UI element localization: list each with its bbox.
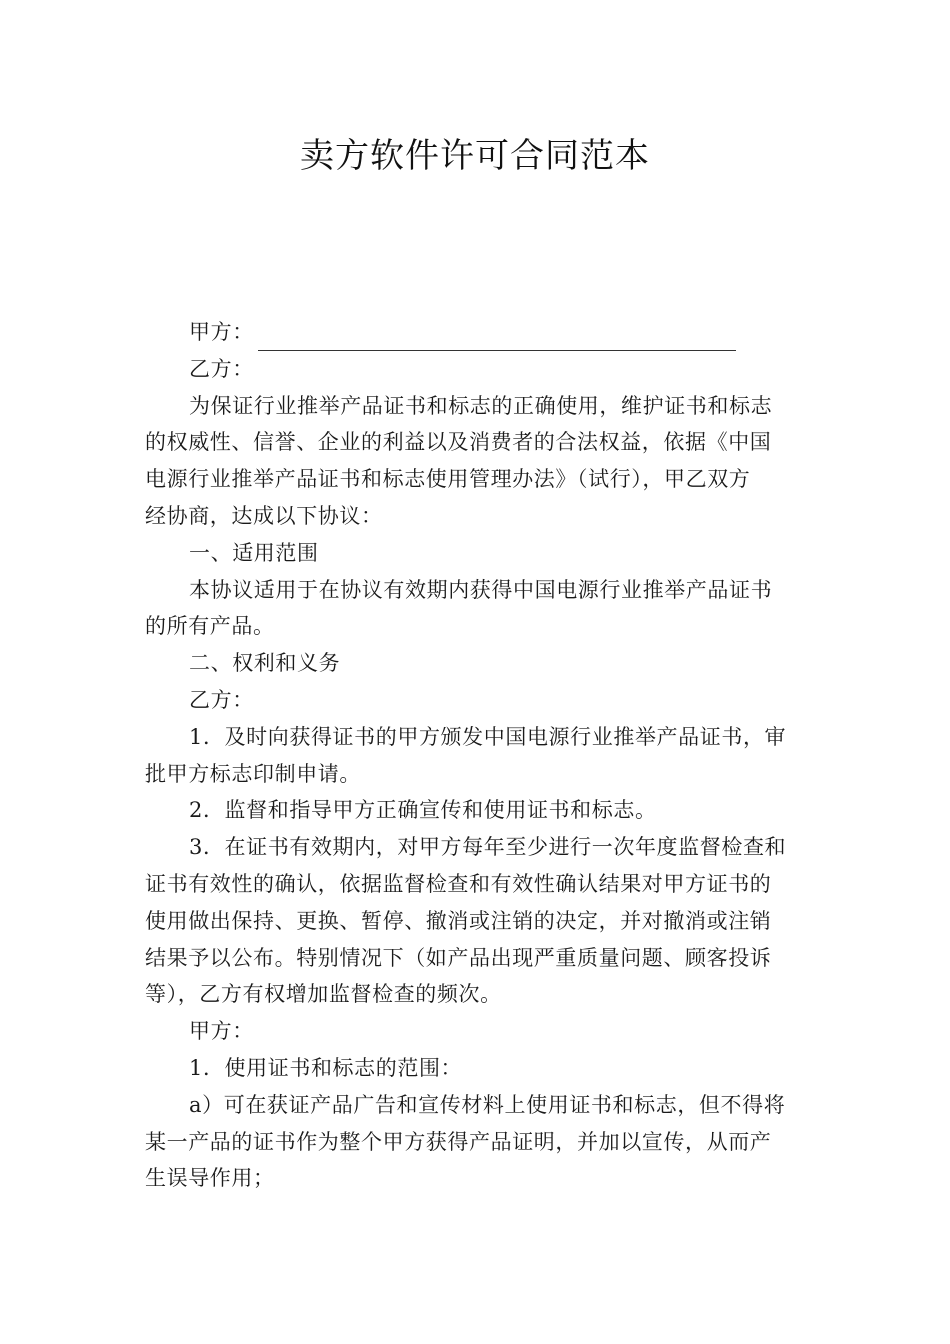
item-b3-line-4: 结果予以公布。特别情况下（如产品出现严重质量问题、顾客投诉 [145, 945, 772, 970]
party-a-label: 甲方： [189, 320, 254, 344]
section1-heading: 一、适用范围 [189, 540, 319, 565]
item-b3-line-3: 使用做出保持、更换、暂停、撤消或注销的决定，并对撤消或注销 [145, 908, 772, 933]
item-b3-line-1: 3．在证书有效期内，对甲方每年至少进行一次年度监督检查和 [189, 835, 787, 860]
party-a-blank[interactable] [258, 326, 736, 351]
item-b1-line-2: 批甲方标志印制申请。 [145, 761, 361, 786]
intro-line-3: 电源行业推举产品证书和标志使用管理办法》（试行），甲乙双方 [145, 467, 751, 492]
item-a1: 1．使用证书和标志的范围： [189, 1055, 463, 1080]
intro-line-1: 为保证行业推举产品证书和标志的正确使用，维护证书和标志 [189, 393, 773, 418]
item-b1-line-1: 1．及时向获得证书的甲方颁发中国电源行业推举产品证书，审 [189, 724, 787, 749]
party-b-label: 乙方： [189, 356, 254, 381]
section1-line-1: 本协议适用于在协议有效期内获得中国电源行业推举产品证书 [189, 577, 773, 602]
section2-party-b: 乙方： [189, 687, 254, 712]
intro-line-2: 的权威性、信誉、企业的利益以及消费者的合法权益，依据《中国 [145, 430, 772, 455]
item-a1a-line-3: 生误导作用； [145, 1166, 275, 1191]
section2-party-a: 甲方： [189, 1019, 254, 1044]
item-b3-line-5: 等），乙方有权增加监督检查的频次。 [145, 982, 502, 1007]
intro-line-4: 经协商，达成以下协议： [145, 503, 383, 528]
party-a-line [145, 314, 805, 351]
section2-heading: 二、权利和义务 [189, 651, 341, 676]
item-b2: 2．监督和指导甲方正确宣传和使用证书和标志。 [189, 798, 657, 823]
document-body [145, 314, 805, 1197]
section1-line-2: 的所有产品。 [145, 614, 275, 639]
item-a1a-line-1: a）可在获证产品广告和宣传材料上使用证书和标志，但不得将 [189, 1092, 786, 1117]
item-a1a-line-2: 某一产品的证书作为整个甲方获得产品证明，并加以宣传，从而产 [145, 1129, 772, 1154]
document-title: 卖方软件许可合同范本 [300, 136, 650, 176]
item-b3-line-2: 证书有效性的确认，依据监督检查和有效性确认结果对甲方证书的 [145, 871, 772, 896]
